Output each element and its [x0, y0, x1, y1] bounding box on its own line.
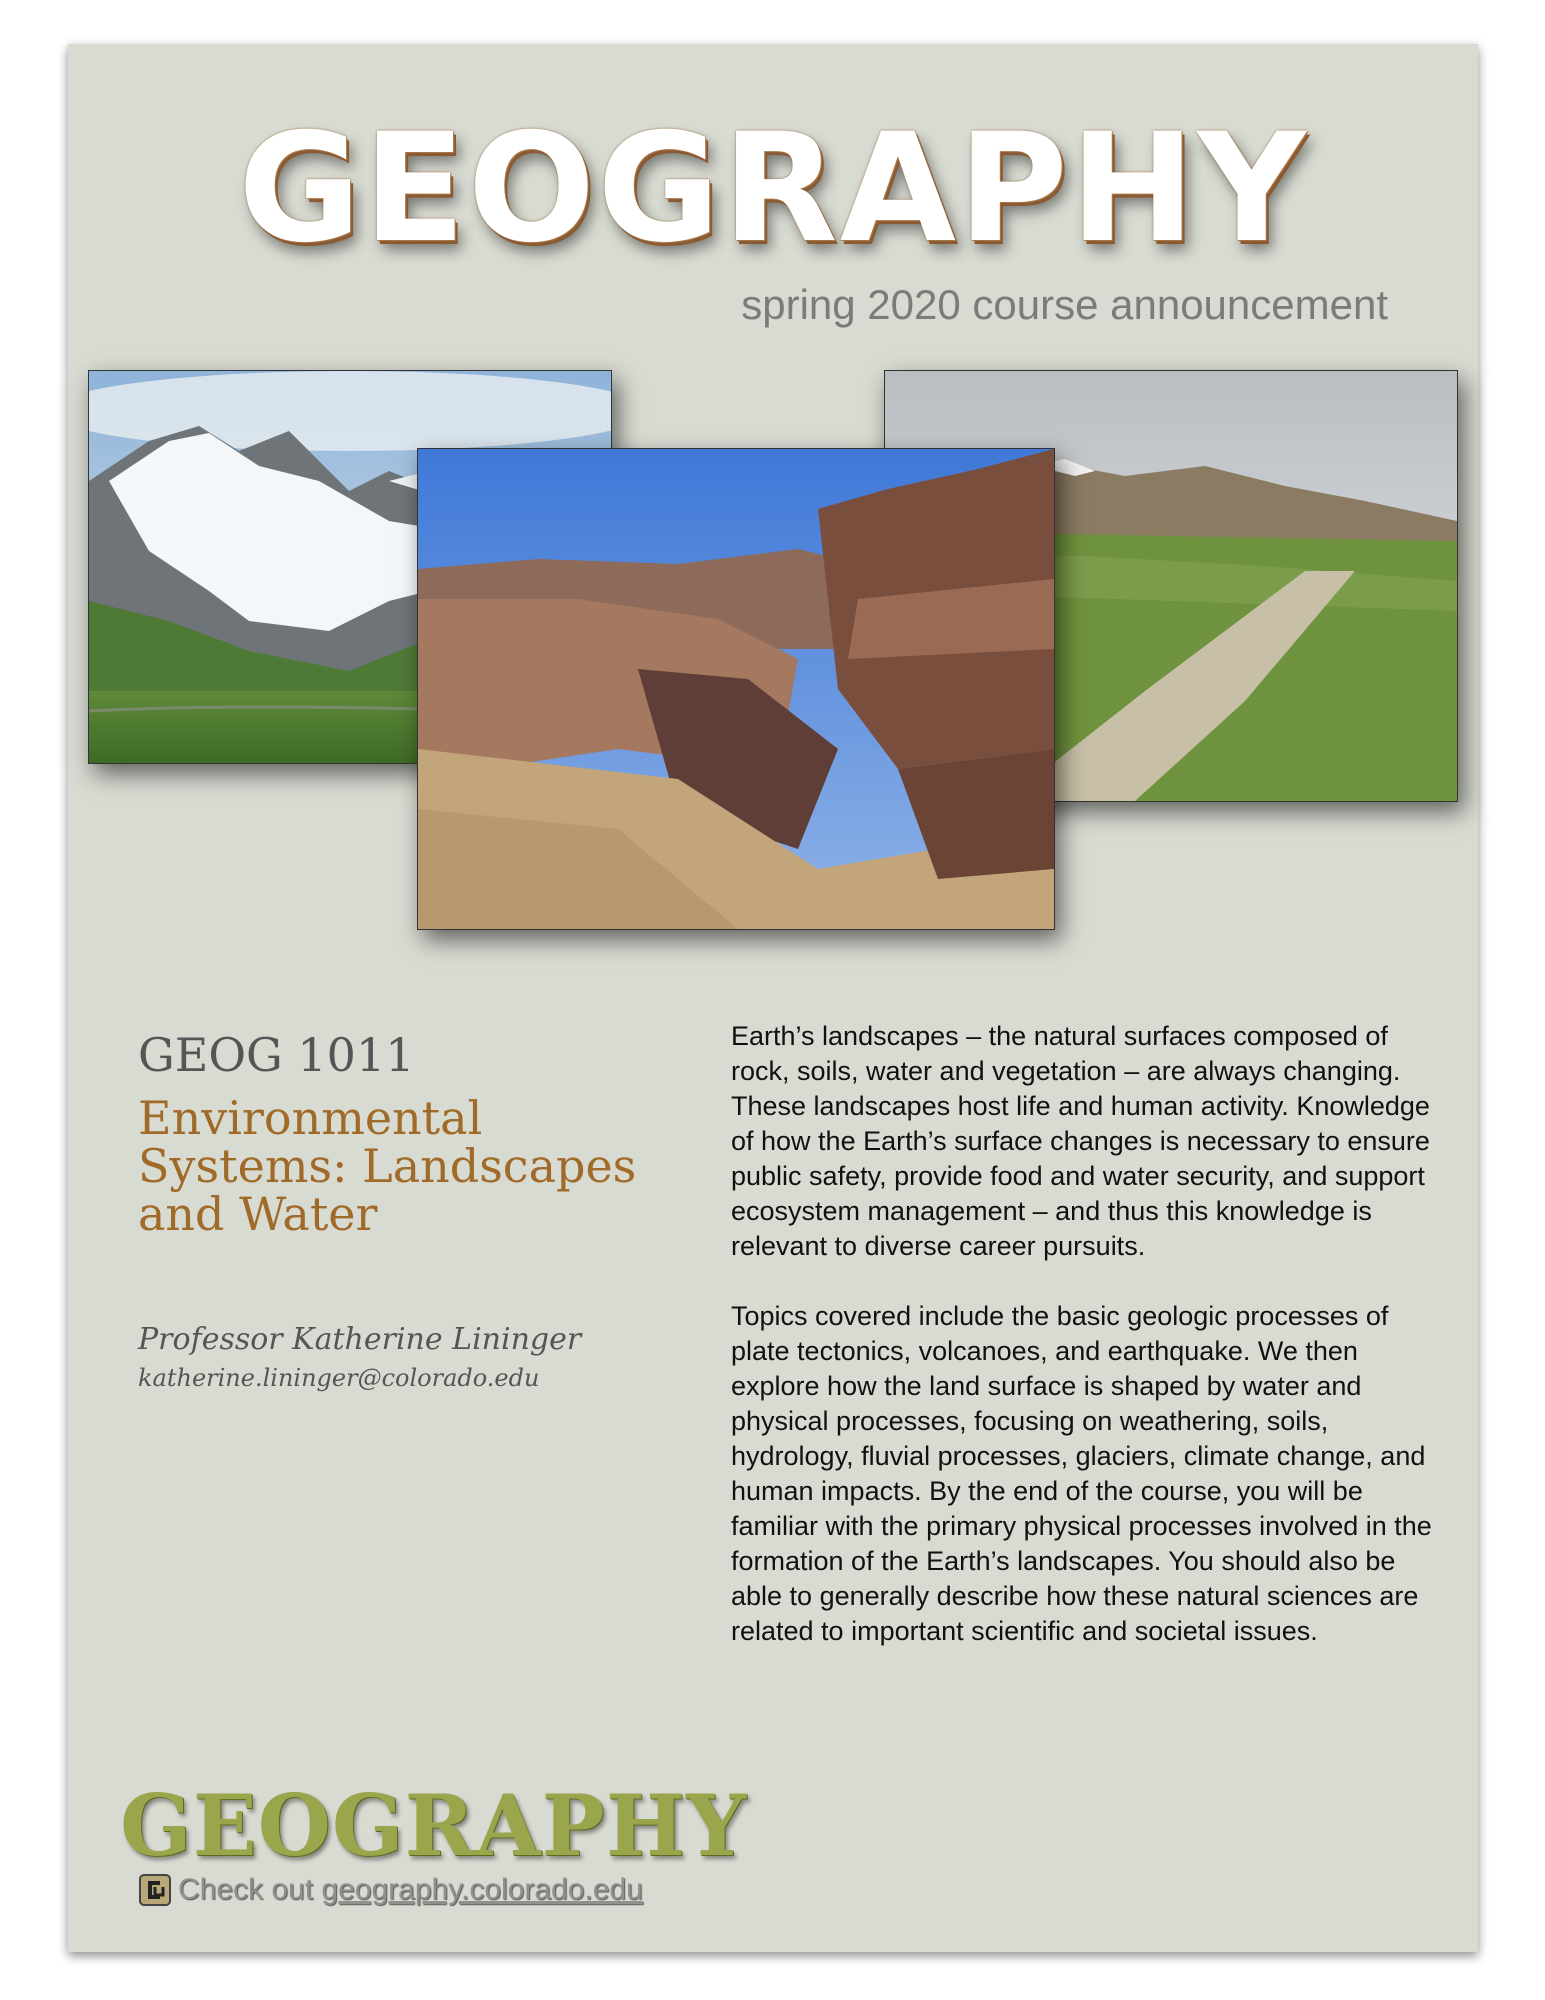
cu-logo-icon	[138, 1873, 172, 1907]
footer-link-text[interactable]	[178, 1875, 643, 1905]
page-subtitle: spring 2020 course announcement	[741, 281, 1388, 328]
description-paragraph-1: Earth’s landscapes – the natural surfaces composed of rock, soils, water and vegetation – are always changing. These landscapes host life and human activity. Knowledge of how the Earth’s surface changes is necessary to ensure public safety, provide food and water security, and support ecosystem management – and thus this knowledge is relevant to diverse career pursuits.	[731, 1021, 1430, 1261]
course-title: Environmental Systems: Landscapes and Water	[138, 1091, 637, 1241]
description-paragraph-2: Topics covered include the basic geologic processes of plate tectonics, volcanoes, and earthquake. We then explore how the land surface is shaped by water and physical processes, focusing on weathering, soils, hydrology, fluvial processes, glaciers, climate change, and human impacts. By the end of the course, you will be familiar with the primary physical processes involved in the formation of the Earth’s landscapes. You should also be able to generally describe how these natural sciences are related to important scientific and societal issues.	[731, 1301, 1432, 1646]
flyer-sheet	[68, 44, 1478, 1952]
professor-name: Professor Katherine Lininger	[138, 1322, 582, 1357]
footer-geography-logo: GEOGRAPHY	[120, 1776, 748, 1875]
course-code: GEOG 1011	[138, 1028, 415, 1082]
footer-link-url[interactable]: geography.colorado.edu	[321, 1873, 643, 1906]
course-description	[731, 1019, 1451, 1684]
footer-link-prefix: Check out	[178, 1873, 322, 1906]
footer-link-row	[138, 1870, 643, 1910]
canyon-photo	[417, 448, 1055, 930]
page-title: GEOGRAPHY	[238, 102, 1308, 276]
professor-email[interactable]: katherine.lininger@colorado.edu	[138, 1364, 540, 1392]
